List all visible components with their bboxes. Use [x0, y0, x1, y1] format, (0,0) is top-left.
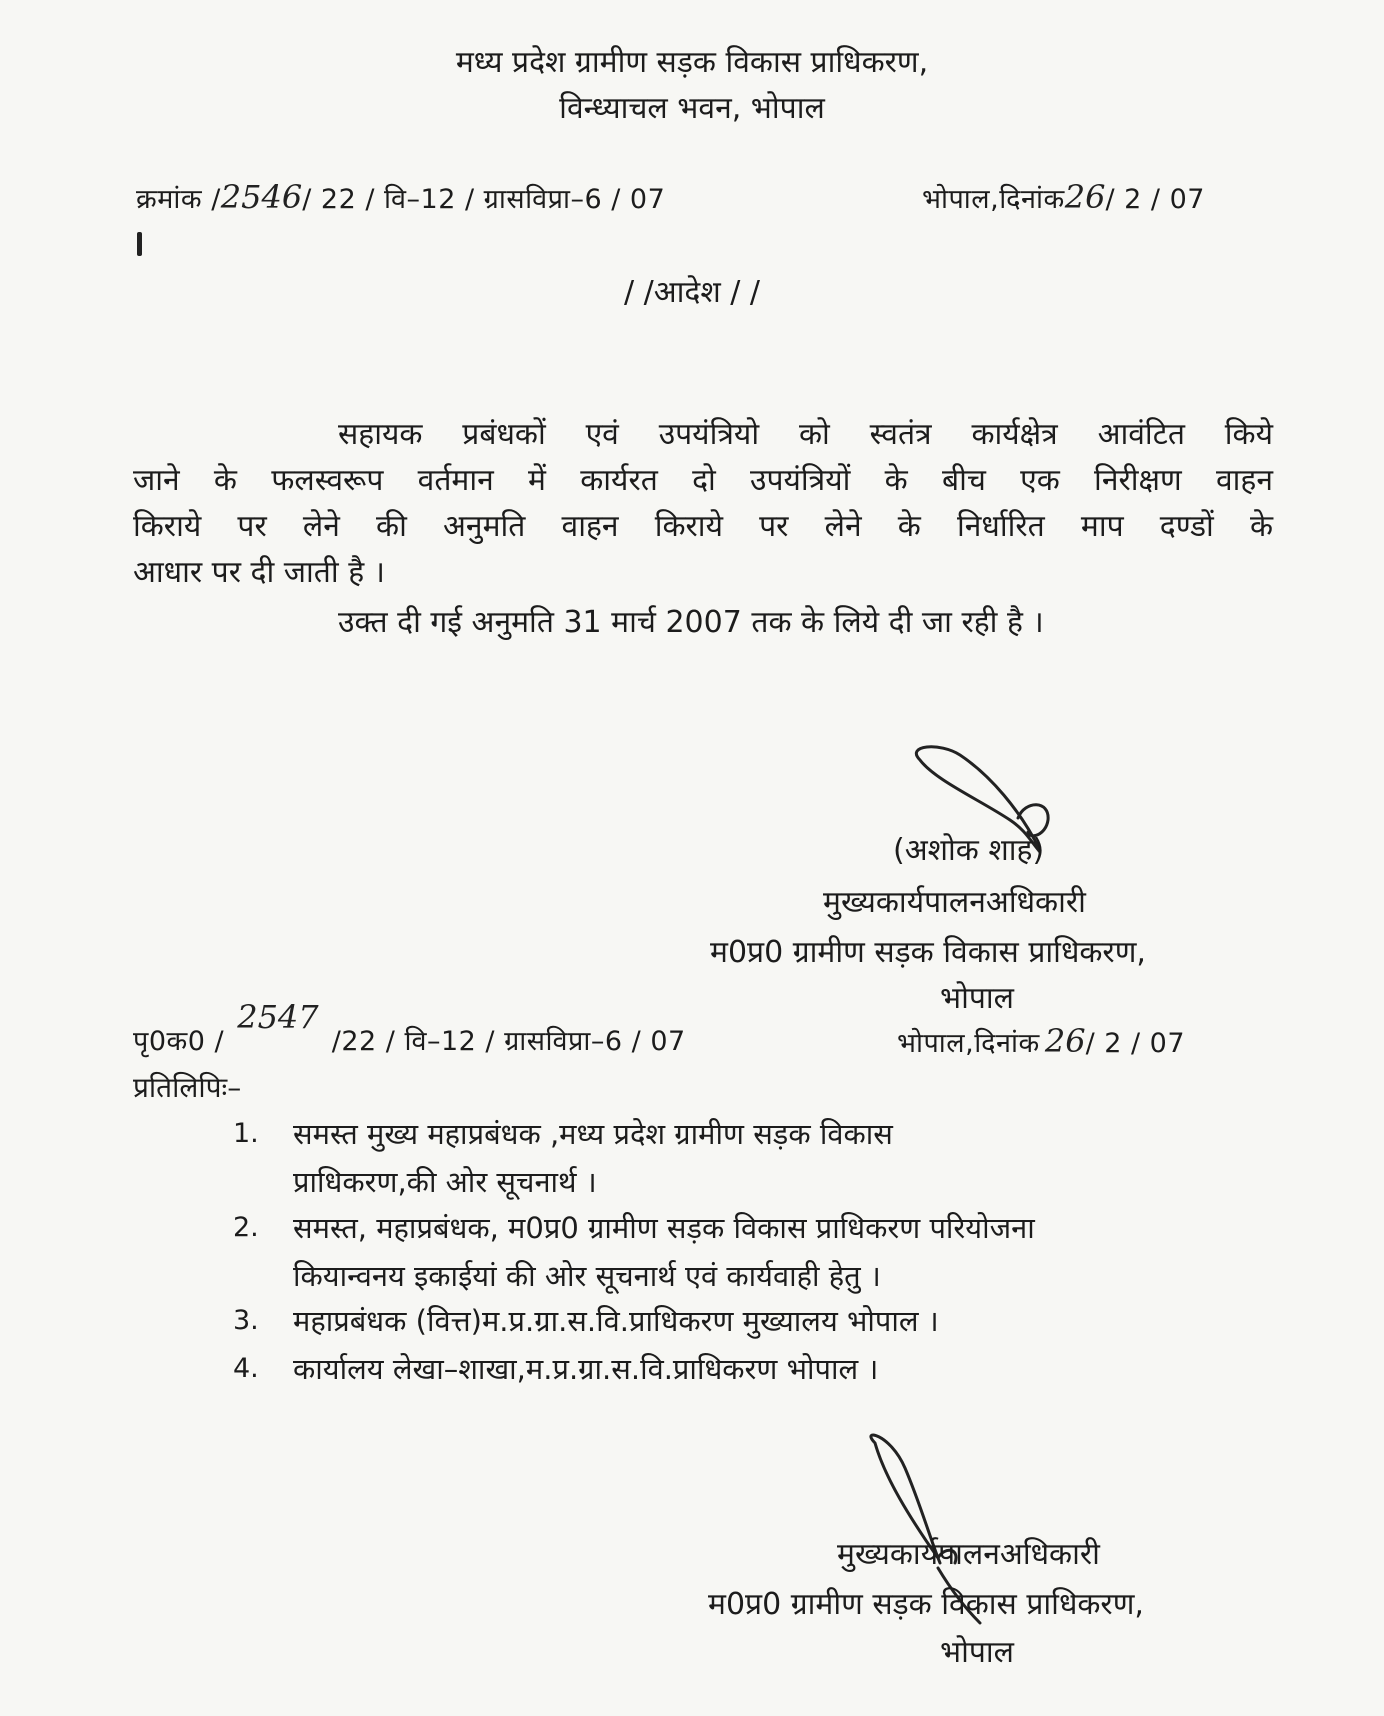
copy-item-line: समस्त, महाप्रबंधक, म0प्र0 ग्रामीण सड़क विकास प्राधिकरण परियोजना [293, 1211, 1035, 1245]
body-paragraph-1 [133, 412, 1273, 596]
signatory-2-city: भोपाल [940, 1635, 1015, 1670]
reference-handwritten-number: 2546 [220, 178, 303, 216]
header-line-1: मध्य प्रदेश ग्रामीण सड़क विकास प्राधिकरण, [455, 45, 929, 80]
copy-item-number: 3. [233, 1305, 259, 1336]
ink-mark [137, 232, 142, 256]
copy-item-line: कियान्वनय इकाईयां की ओर सूचनार्थ एवं कार्यवाही हेतु । [293, 1259, 881, 1293]
signatory-2-org: म0प्र0 ग्रामीण सड़क विकास प्राधिकरण, [708, 1587, 1144, 1622]
copy-item-line: समस्त मुख्य महाप्रबंधक ,मध्य प्रदेश ग्रामीण सड़क विकास [293, 1117, 893, 1151]
reference-date [922, 178, 1205, 216]
copy-item-number: 2. [233, 1212, 259, 1243]
copy-item-line: कार्यालय लेखा–शाखा,म.प्र.ग्रा.स.वि.प्राधिकरण भोपाल । [293, 1352, 879, 1386]
signatory-org: म0प्र0 ग्रामीण सड़क विकास प्राधिकरण, [710, 935, 1146, 970]
copy-item-line: प्राधिकरण,की ओर सूचनार्थ । [293, 1165, 597, 1199]
endorsement-handwritten-number: 2547 [237, 998, 319, 1036]
reference-suffix: / 22 / वि–12 / ग्रासविप्रा–6 / 07 [302, 184, 666, 215]
order-title: / /आदेश / / [623, 275, 761, 310]
signatory-2-designation: मुख्यकार्यपालनअधिकारी [837, 1537, 1100, 1572]
body-line: सहायक प्रबंधकों एवं उपयंत्रियो को स्वतंत्र कार्यक्षेत्र आवंटित किये [338, 417, 1273, 452]
body-paragraph-2: उक्त दी गई अनुमति 31 मार्च 2007 तक के लिये दी जा रही है । [338, 605, 1044, 640]
endorsement-handwritten-day: 26 [1044, 1022, 1086, 1060]
copy-item-number: 1. [233, 1118, 259, 1149]
body-line: आधार पर दी जाती है । [133, 555, 386, 590]
copy-item-line: महाप्रबंधक (वित्त)म.प्र.ग्रा.स.वि.प्राधिकरण मुख्यालय भोपाल । [293, 1304, 939, 1338]
signatory-city: भोपाल [940, 981, 1015, 1016]
endorsement-date-prefix: भोपाल,दिनांक [897, 1028, 1040, 1059]
endorsement-number [133, 998, 686, 1058]
endorsement-prefix: पृ0क0 / [133, 1026, 225, 1057]
endorsement-suffix: /22 / वि–12 / ग्रासविप्रा–6 / 07 [331, 1026, 686, 1057]
endorsement-date-suffix: / 2 / 07 [1085, 1028, 1186, 1059]
copy-to-label: प्रतिलिपिः– [133, 1071, 242, 1104]
copy-item-number: 4. [233, 1353, 259, 1384]
signatory-name: (अशोक शाह) [893, 833, 1045, 868]
signatory-designation: मुख्यकार्यपालनअधिकारी [823, 885, 1086, 920]
reference-handwritten-day: 26 [1064, 178, 1106, 216]
reference-prefix: क्रमांक / [136, 184, 221, 215]
endorsement-date [897, 1022, 1185, 1060]
reference-date-prefix: भोपाल,दिनांक [922, 184, 1065, 215]
body-line: किराये पर लेने की अनुमति वाहन किराये पर लेने के निर्धारित माप दण्डों के [133, 509, 1273, 544]
reference-number [136, 178, 665, 216]
reference-date-suffix: / 2 / 07 [1105, 184, 1205, 215]
header-line-2: विन्ध्याचल भवन, भोपाल [559, 91, 825, 126]
body-line: जाने के फलस्वरूप वर्तमान में कार्यरत दो उपयंत्रियों के बीच एक निरीक्षण वाहन [133, 463, 1273, 498]
